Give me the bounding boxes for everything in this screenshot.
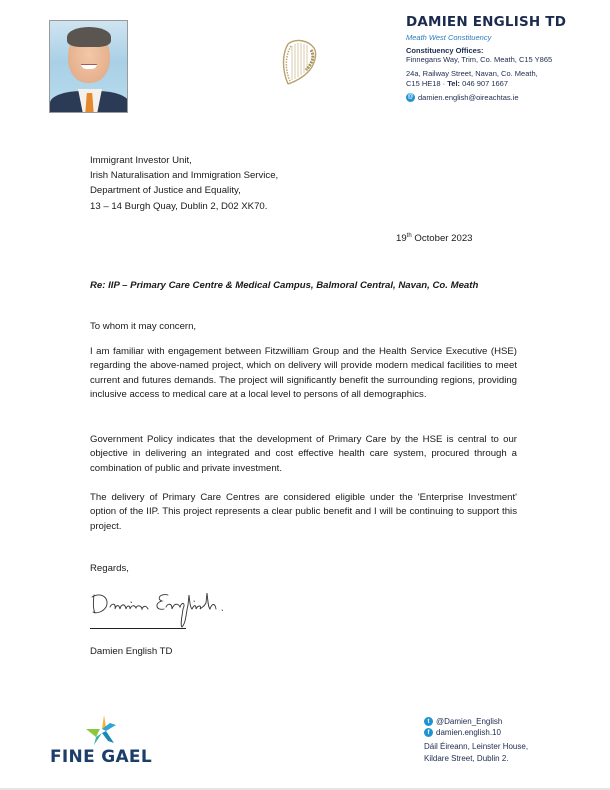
date-day: 19 <box>396 233 407 244</box>
date-suffix: th <box>406 232 412 239</box>
constituency: Meath West Constituency <box>406 33 492 42</box>
letterhead <box>406 14 606 102</box>
star-logo-icon <box>84 715 118 747</box>
salutation: To whom it may concern, <box>90 321 197 332</box>
dail-address-line: Dáil Éireann, Leinster House, <box>424 742 529 751</box>
recipient-line: Irish Naturalisation and Immigration Service, <box>90 170 279 182</box>
twitter-icon: t <box>424 717 433 726</box>
signature-line <box>90 628 186 629</box>
signer-name: Damien English TD <box>90 646 173 657</box>
date-rest: October 2023 <box>411 233 473 244</box>
office-address-2-line-1: 24a, Railway Street, Navan, Co. Meath, <box>406 68 538 78</box>
sender-name: DAMIEN ENGLISH TD <box>406 14 567 30</box>
party-name: FINE GAEL <box>50 747 152 767</box>
office-postcode: C15 HE18 · <box>406 79 448 88</box>
photo-smile <box>81 64 97 69</box>
tel-label: Tel: <box>447 79 461 88</box>
offices-label: Constituency Offices: <box>406 46 484 55</box>
photo-hair <box>67 27 111 47</box>
portrait-photo <box>49 20 128 113</box>
footer-contact <box>424 716 528 765</box>
recipient-line: Immigrant Investor Unit, <box>90 155 192 166</box>
dail-address <box>424 741 528 765</box>
dail-address-line: Kildare Street, Dublin 2. <box>424 754 509 763</box>
subject-line: Re: IIP – Primary Care Centre & Medical Campus, Balmoral Central, Navan, Co. Meath <box>90 280 479 291</box>
email-icon: @ <box>407 94 414 100</box>
body-paragraph: The delivery of Primary Care Centres are considered eligible under the 'Enterprise Investment' option of the IIP. This project represents a clear public benefit and I will be continuing to support this project. <box>90 492 517 532</box>
twitter-row[interactable] <box>424 716 528 727</box>
body-paragraph: I am familiar with engagement between Fitzwilliam Group and the Health Service Executive (HSE) regarding the above-named project, which on delivery will provide modern medical facilities to meet current and futures demands. The project will significantly benefit the surrounding regions, providing inclusive access to medical care at a local level to persons of all demographics. <box>90 346 517 400</box>
body-paragraph: Government Policy indicates that the development of Primary Care by the HSE is central to our objective in delivering an integrated and cost effective health care system, procured through a combination of public and private investment. <box>90 434 517 474</box>
twitter-handle[interactable]: @Damien_English <box>436 717 503 726</box>
office-address-1: Finnegans Way, Trim, Co. Meath, C15 Y865 <box>406 55 553 64</box>
letter-date <box>396 233 473 244</box>
email-row[interactable] <box>406 93 606 102</box>
closing-regards: Regards, <box>90 563 129 574</box>
tel-number: 046 907 1667 <box>460 79 509 88</box>
recipient-address <box>90 153 278 214</box>
office-address-2-line-2 <box>406 79 606 90</box>
email-address[interactable]: damien.english@oireachtas.ie <box>418 92 519 102</box>
recipient-line: Department of Justice and Equality, <box>90 185 241 197</box>
harp-emblem-icon <box>278 36 320 88</box>
facebook-icon: f <box>424 728 433 737</box>
facebook-handle[interactable]: damien.english.10 <box>436 728 501 737</box>
recipient-line: 13 – 14 Burgh Quay, Dublin 2, D02 XK70. <box>90 200 268 212</box>
facebook-row[interactable] <box>424 727 528 738</box>
handwritten-signature <box>90 585 250 633</box>
